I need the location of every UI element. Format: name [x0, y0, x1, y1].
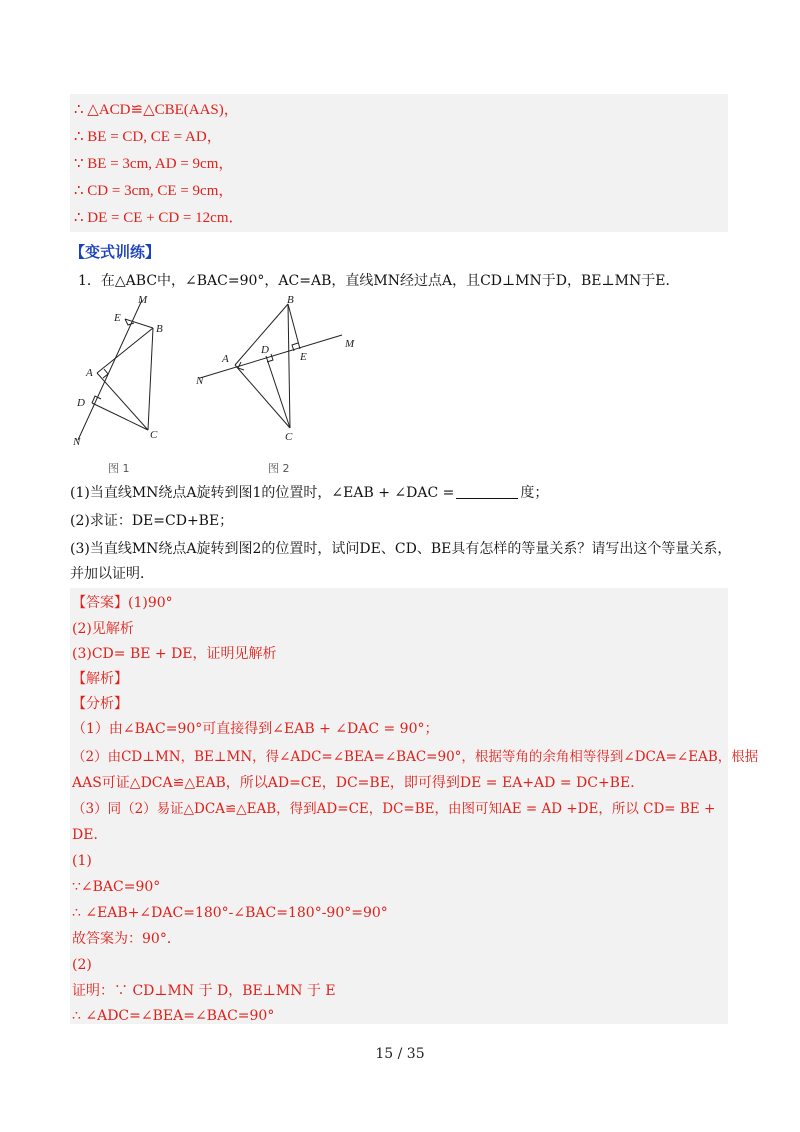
- figure-2-caption: 图 2: [268, 462, 290, 475]
- solution-line: ∵∠BAC=90°: [72, 879, 161, 895]
- question-3-line1: (3)当直线MN绕点A旋转到图2的位置时，试问DE、CD、BE具有怎样的等量关系？请写出这个等量关系，: [70, 541, 732, 557]
- question-3-line2: 并加以证明．: [70, 566, 154, 582]
- fig1-label-C: C: [150, 429, 158, 441]
- answer-blank: [456, 484, 518, 499]
- solution-line: 故答案为：90°．: [72, 931, 181, 947]
- answer-line: 【答案】(1)90°: [72, 595, 173, 611]
- question-1-text: (1)当直线MN绕点A旋转到图1的位置时，∠EAB + ∠DAC =: [70, 485, 455, 501]
- question-2: (2)求证：DE=CD+BE；: [70, 513, 234, 529]
- fig2-label-A: A: [222, 353, 229, 365]
- fig2-label-C: C: [285, 431, 293, 443]
- fig1-label-E: E: [114, 312, 121, 324]
- analysis-line: （3）同（2）易证△DCA≌△EAB，得到AD=CE，DC=BE，由图可知AE = AD +DE，所以 CD= BE +: [72, 801, 716, 817]
- fig2-label-D: D: [261, 344, 269, 356]
- fig2-label-B: B: [287, 294, 294, 306]
- fig1-label-B: B: [156, 323, 163, 335]
- proof-line: ∴ △ACD≌△CBE(AAS)，: [74, 102, 239, 118]
- question-1-suffix: 度；: [520, 485, 549, 501]
- section-heading: 【变式训练】: [70, 243, 161, 261]
- solution-line: ∴ ∠ADC=∠BEA=∠BAC=90°: [72, 1008, 275, 1024]
- question-1: [70, 483, 548, 503]
- fig2-label-N: N: [196, 375, 204, 387]
- analysis-line: （2）由CD⊥MN，BE⊥MN，得∠ADC=∠BEA=∠BAC=90°，根据等角的余角相等得到∠DCA=∠EAB，根据: [72, 749, 759, 765]
- proof-line: ∴ CD = 3cm, CE = 9cm，: [74, 183, 234, 199]
- figure-2: [200, 304, 342, 428]
- fig1-label-D: D: [77, 397, 85, 409]
- solution-line: ∴ ∠EAB+∠DAC=180°-∠BAC=180°-90°=90°: [72, 905, 388, 921]
- fig1-label-N: N: [73, 436, 81, 448]
- part-1-label: (1): [72, 853, 92, 869]
- analysis-line: （1）由∠BAC=90°可直接得到∠EAB + ∠DAC = 90°；: [72, 721, 439, 737]
- analysis-line: AAS可证△DCA≌△EAB，所以AD=CE，DC=BE，即可得到DE = EA+AD = DC+BE．: [72, 775, 645, 791]
- analysis-heading: 【解析】: [72, 671, 128, 687]
- part-2-label: (2): [72, 957, 92, 973]
- fig1-label-A: A: [86, 367, 93, 379]
- answer-line: (3)CD= BE + DE，证明见解析: [72, 646, 277, 662]
- proof-line: ∴ BE = CD, CE = AD，: [74, 129, 222, 145]
- figure-1-caption: 图 1: [108, 462, 130, 475]
- analysis-line: DE．: [72, 827, 108, 843]
- fig2-label-E: E: [300, 351, 307, 363]
- geometry-figures: [70, 290, 390, 480]
- proof-line: ∴ DE = CE + CD = 12cm．: [74, 210, 244, 226]
- solution-line: 证明：∵ CD⊥MN 于 D，BE⊥MN 于 E: [72, 983, 336, 999]
- fig2-label-M: M: [345, 338, 355, 350]
- answer-line: (2)见解析: [72, 621, 134, 637]
- problem-intro: 1．在△ABC中，∠BAC=90°，AC=AB，直线MN经过点A，且CD⊥MN于D，BE⊥MN于E．: [78, 273, 680, 289]
- fig1-label-M: M: [138, 294, 148, 306]
- analysis-subheading: 【分析】: [72, 696, 128, 712]
- proof-line: ∵ BE = 3cm, AD = 9cm，: [74, 156, 234, 172]
- page-number: 15 / 35: [375, 1046, 425, 1062]
